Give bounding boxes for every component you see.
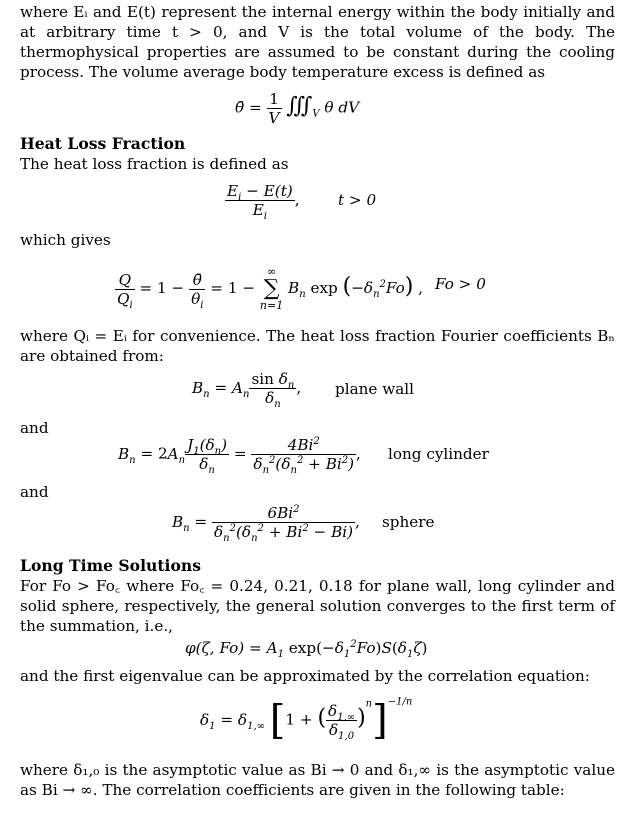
- equation-bn-sphere: $B_n$ = $\frac{6Bi^2}{\delta_n^2(\delta_n^2 + Bi^2 - Bi)}$ , sphere: [172, 503, 435, 545]
- heading-heat-loss-fraction: Heat Loss Fraction: [20, 134, 186, 153]
- text-and-1: and: [20, 419, 49, 437]
- equation-bn-long-cylinder: $B_n = 2A_n$ $\frac{J_1(\delta_n)}{\delta_n}$ = $\frac{4Bi^2}{\delta_n^2(\delta_n^2 + Bi^2)}$ , long cylinder: [118, 435, 489, 477]
- paragraph-asymptotic-values: where δ₁,₀ is the asymptotic value as Bi → 0 and δ₁,∞ is the asymptotic value as Bi → ∞. The correlation coefficients are given in the following table:: [20, 761, 615, 799]
- paragraph-internal-energy: where Eᵢ and E(t) represent the internal energy within the body initially and at arbitrary time t > 0, and V is the total volume of the body. The thermophysical properties are assumed to be constant during the cooling process. The volume average body temperature excess is defined as: [20, 3, 615, 81]
- equation-first-term: φ(ζ, $Fo) = A_1$ $\exp(-\delta_1^2Fo)S(\delta_1\zeta)$: [185, 638, 428, 661]
- label-sphere: sphere: [382, 513, 435, 531]
- text-and-2: and: [20, 483, 49, 501]
- paragraph-heat-loss-definition: The heat loss fraction is defined as: [20, 155, 289, 173]
- label-long-cylinder: long cylinder: [388, 445, 489, 463]
- paragraph-which-gives: which gives: [20, 231, 111, 249]
- paragraph-first-eigenvalue: and the first eigenvalue can be approximated by the correlation equation:: [20, 667, 590, 685]
- equation-heat-loss-series: $\frac{Q}{Q_i}$ = 1 − $\frac{\thetā}{\theta_i}$ = 1 − ∞ ∑ n=1 $B_n$ $\exp (-\delta_n^2Fo)$ , Fo > 0: [117, 265, 486, 312]
- paragraph-fourier-coefficients: where Qᵢ = Eᵢ for convenience. The heat loss fraction Fourier coefficients Bₙ are obtained from:: [20, 327, 615, 365]
- label-plane-wall: plane wall: [335, 380, 415, 398]
- heading-long-time-solutions: Long Time Solutions: [20, 556, 201, 575]
- paragraph-long-time-convergence: For Fo > Fo꜀ where Fo꜀ = 0.24, 0.21, 0.18 for plane wall, long cylinder and solid sphere, respectively, the general solution converges to the first term of the summation, i.e.,: [20, 577, 615, 635]
- equation-eigenvalue-correlation: $\delta_1 = \delta_{1,\infty}$ [1 + ( $\frac{\delta_{1,\infty}}{\delta_{1,0}}$ )$^n$]$^{-1/n}$: [200, 696, 413, 744]
- equation-heat-loss-definition: $\frac{E_i - E(t)}{E_i}$ , t > 0: [227, 182, 377, 223]
- condition-t-positive: t > 0: [338, 191, 377, 209]
- equation-volume-average: θ̄ = $\frac{1}{V}$ $∭_V$ θ dV: [235, 90, 360, 127]
- condition-fo-positive: Fo > 0: [435, 275, 486, 293]
- document-page: [20, 2, 615, 800]
- equation-bn-plane-wall: $B_n = A_n$ $\frac{\sin \delta_n}{\delta_n}$ , plane wall: [192, 370, 415, 411]
